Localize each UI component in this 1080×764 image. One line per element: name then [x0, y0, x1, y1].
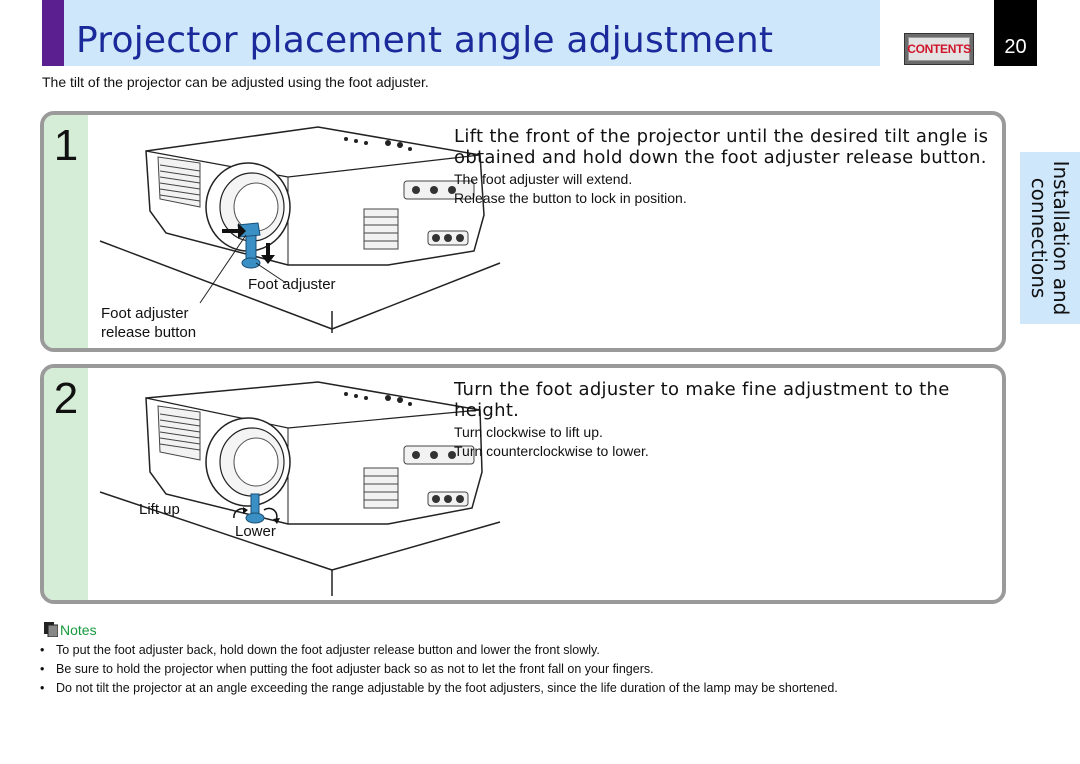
step-1-line-2: Release the button to lock in position.	[454, 190, 687, 206]
step-2-panel	[40, 364, 1006, 604]
step-2-line-1: Turn clockwise to lift up.	[454, 424, 603, 440]
header-accent-bar	[42, 0, 64, 66]
lower-label: Lower	[235, 523, 276, 540]
step-1-panel	[40, 111, 1006, 352]
note-item-3: • Do not tilt the projector at an angle exceeding the range adjustable by the foot adjusters, since the life duration of the lamp may be shortened.	[40, 681, 838, 695]
page-title: Projector placement angle adjustment	[76, 20, 774, 61]
page-number: 20	[1004, 36, 1027, 58]
side-tab-line1: Installation and	[1049, 160, 1073, 316]
foot-adjuster-label: Foot adjuster	[248, 276, 336, 293]
projector-height-illustration	[88, 368, 508, 600]
step-2-number: 2	[53, 374, 79, 423]
contents-button[interactable]	[904, 33, 974, 65]
side-tab-line2: connections	[1027, 177, 1051, 299]
lift-up-label: Lift up	[139, 501, 180, 518]
section-side-tab[interactable]	[1020, 152, 1080, 324]
step-1-line-1: The foot adjuster will extend.	[454, 171, 633, 187]
step-2-heading-line1: Turn the foot adjuster to make fine adjustment to the	[454, 379, 950, 400]
step-1-heading-line2: obtained and hold down the foot adjuster release button.	[454, 147, 987, 168]
step-1-number: 1	[53, 121, 79, 170]
step-2-line-2: Turn counterclockwise to lower.	[454, 443, 649, 459]
notes-title: Notes	[60, 622, 97, 638]
step-2-heading-line2: height.	[454, 400, 520, 421]
step-1-heading-line1: Lift the front of the projector until the desired tilt angle is	[454, 126, 989, 147]
note-item-3-text: Do not tilt the projector at an angle exceeding the range adjustable by the foot adjusters, since the life duration of the lamp may be shortened.	[56, 681, 838, 695]
note-item-1: • To put the foot adjuster back, hold down the foot adjuster release button and lower the front slowly.	[40, 643, 600, 657]
note-item-1-text: To put the foot adjuster back, hold down the foot adjuster release button and lower the front slowly.	[56, 643, 600, 657]
contents-button-label: CONTENTS	[908, 37, 970, 61]
side-tab-label	[1028, 152, 1072, 324]
note-item-2-text: Be sure to hold the projector when putting the foot adjuster back so as not to let the front fall on your fingers.	[56, 662, 654, 676]
note-item-2: • Be sure to hold the projector when putting the foot adjuster back so as not to let the front fall on your fingers.	[40, 662, 654, 676]
notes-icon	[44, 622, 58, 637]
release-button-label-line2: release button	[101, 324, 197, 341]
release-button-label-line1: Foot adjuster	[101, 305, 189, 322]
intro-text: The tilt of the projector can be adjusted using the foot adjuster.	[42, 74, 429, 90]
